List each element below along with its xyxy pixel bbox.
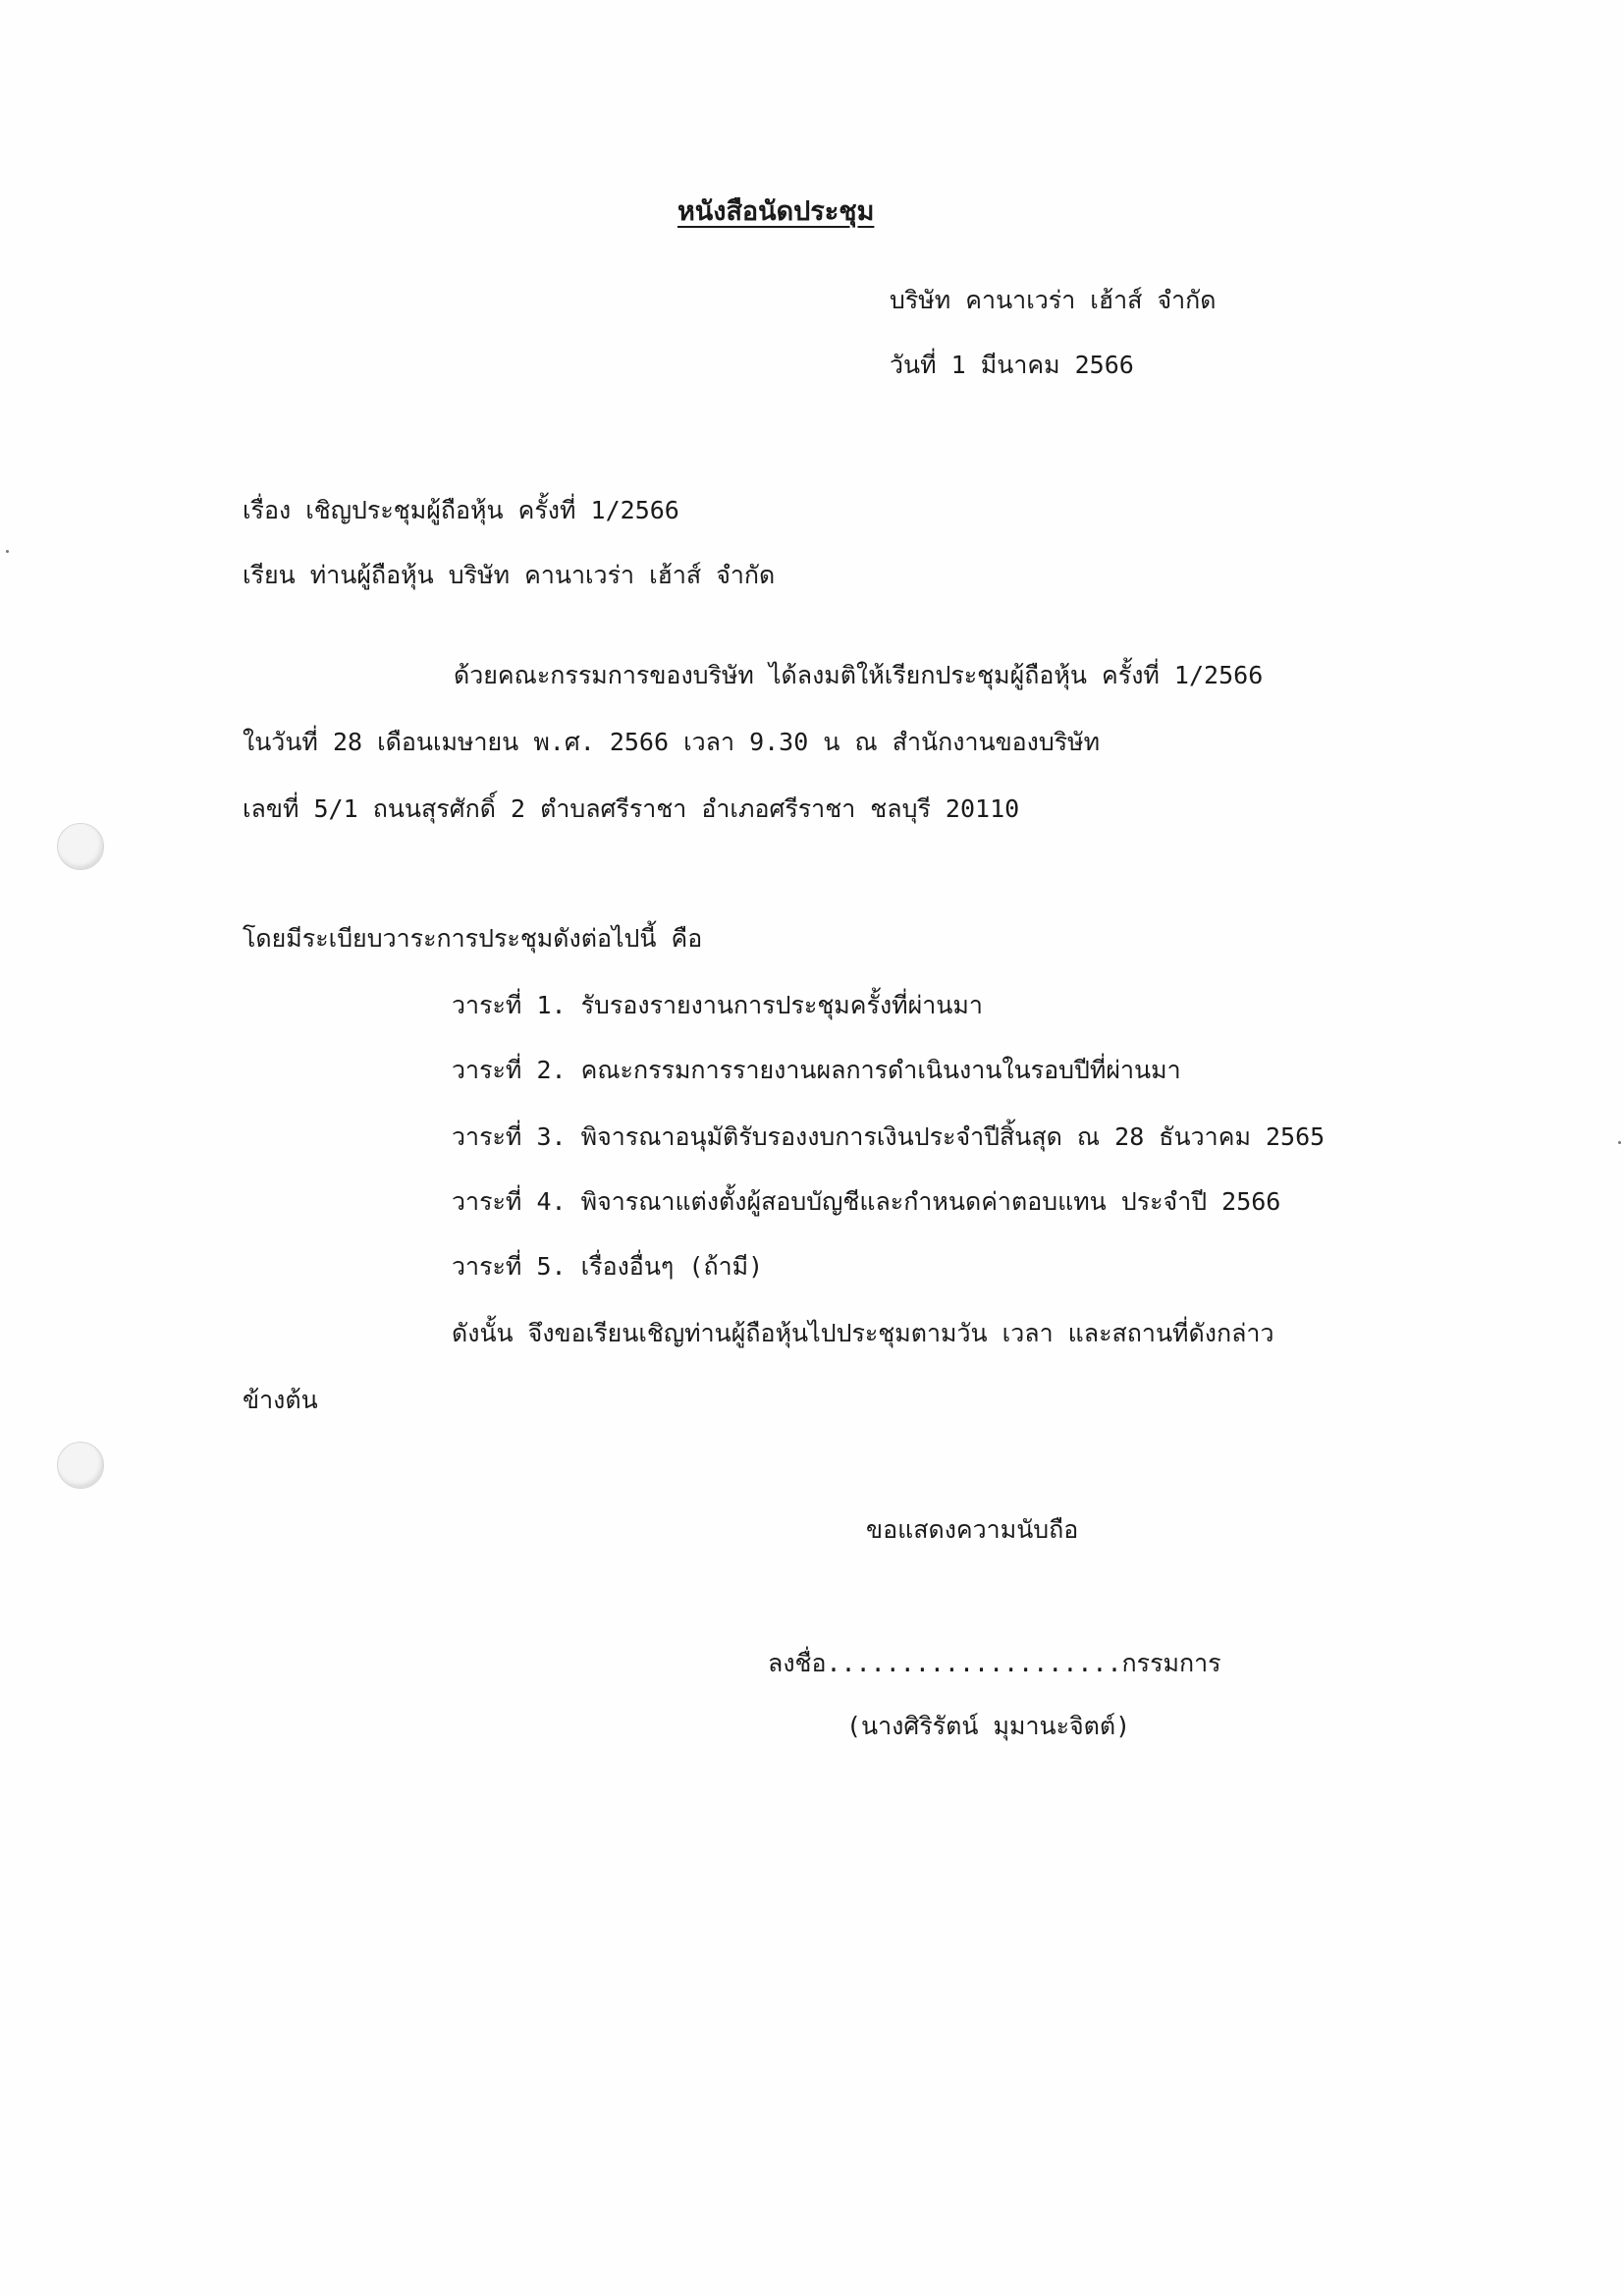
agenda-item-2: วาระที่ 2. คณะกรรมการรายงานผลการดำเนินงานในรอบปีที่ผ่านมา xyxy=(452,1056,1181,1084)
recipient-line: เรียน ท่านผู้ถือหุ้น บริษัท คานาเวร่า เฮ้าส์ จำกัด xyxy=(243,561,776,589)
agenda-item-1: วาระที่ 1. รับรองรายงานการประชุมครั้งที่ผ่านมา xyxy=(452,991,983,1019)
signer-name: (นางศิริรัตน์ มุมานะจิตต์) xyxy=(846,1712,1131,1740)
scan-speck xyxy=(6,550,9,553)
intro-line-1: ด้วยคณะกรรมการของบริษัท ได้ลงมติให้เรียกประชุมผู้ถือหุ้น ครั้งที่ 1/2566 xyxy=(454,661,1264,689)
regards-line: ขอแสดงความนับถือ xyxy=(866,1515,1079,1544)
agenda-item-5: วาระที่ 5. เรื่องอื่นๆ (ถ้ามี) xyxy=(452,1252,764,1281)
subject-line: เรื่อง เชิญประชุมผู้ถือหุ้น ครั้งที่ 1/2566 xyxy=(243,496,679,524)
binder-hole-top xyxy=(57,823,104,870)
closing-line-1: ดังนั้น จึงขอเรียนเชิญท่านผู้ถือหุ้นไปประชุมตามวัน เวลา และสถานที่ดังกล่าว xyxy=(452,1319,1274,1347)
binder-hole-bottom xyxy=(57,1442,104,1489)
agenda-item-3: วาระที่ 3. พิจารณาอนุมัติรับรองงบการเงินประจำปีสิ้นสุด ณ 28 ธันวาคม 2565 xyxy=(452,1122,1326,1151)
scan-speck xyxy=(1618,1141,1621,1144)
intro-line-3: เลขที่ 5/1 ถนนสุรศักดิ์ 2 ตำบลศรีราชา อำเภอศรีราชา ชลบุรี 20110 xyxy=(243,794,1020,823)
letter-title: หนังสือนัดประชุม xyxy=(677,196,875,227)
company-name: บริษัท คานาเวร่า เฮ้าส์ จำกัด xyxy=(890,286,1217,314)
closing-line-2: ข้างต้น xyxy=(243,1386,318,1414)
letter-date: วันที่ 1 มีนาคม 2566 xyxy=(890,351,1134,379)
signature-line: ลงชื่อ....................กรรมการ xyxy=(768,1649,1221,1677)
agenda-item-4: วาระที่ 4. พิจารณาแต่งตั้งผู้สอบบัญชีและกำหนดค่าตอบแทน ประจำปี 2566 xyxy=(452,1187,1281,1216)
agenda-heading: โดยมีระเบียบวาระการประชุมดังต่อไปนี้ คือ xyxy=(243,924,703,953)
intro-line-2: ในวันที่ 28 เดือนเมษายน พ.ศ. 2566 เวลา 9.30 น ณ สำนักงานของบริษัท xyxy=(243,728,1101,756)
